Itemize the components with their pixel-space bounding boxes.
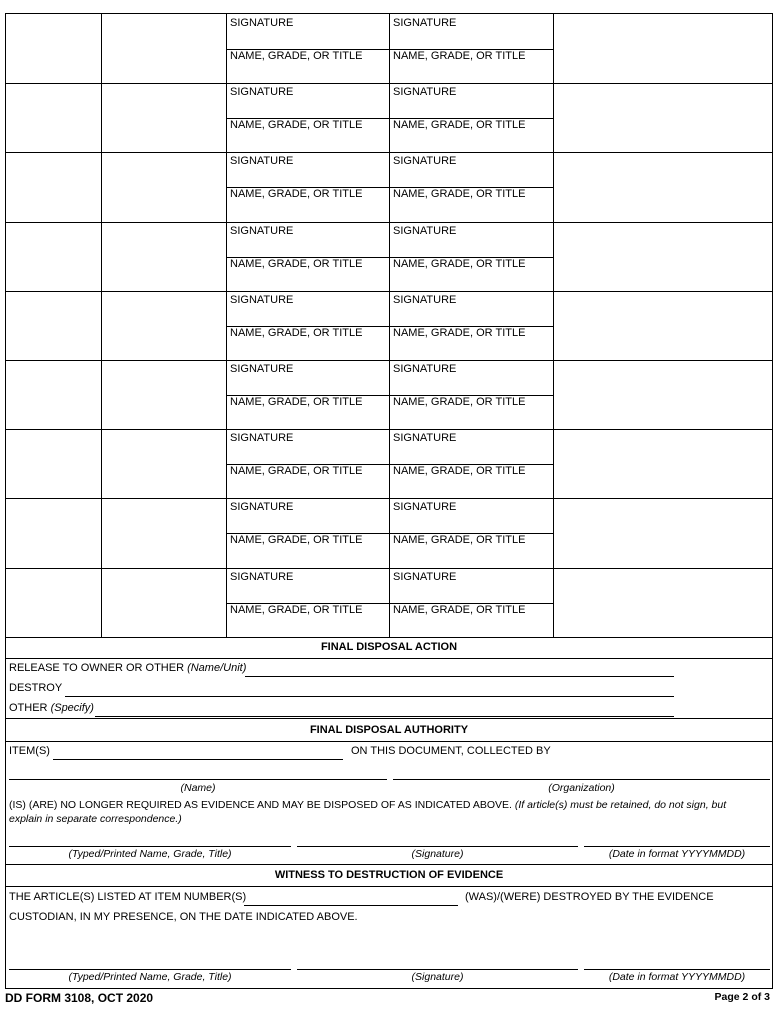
witness-date-field[interactable] xyxy=(584,969,770,970)
collector-organization-field[interactable] xyxy=(393,779,770,780)
date-time-cell[interactable] xyxy=(101,222,226,291)
divider xyxy=(6,718,772,719)
released-by-name-label[interactable]: NAME, GRADE, OR TITLE xyxy=(230,258,363,270)
released-by-signature-label[interactable]: SIGNATURE xyxy=(230,571,294,583)
other-label: OTHER (Specify) xyxy=(9,702,94,714)
release-to-field[interactable] xyxy=(245,676,674,677)
purpose-of-change-cell[interactable] xyxy=(553,291,772,360)
purpose-of-change-cell[interactable] xyxy=(553,152,772,222)
released-by-name-label[interactable]: NAME, GRADE, OR TITLE xyxy=(230,534,363,546)
item-number-cell[interactable] xyxy=(6,152,101,222)
typed-name-caption: (Typed/Printed Name, Grade, Title) xyxy=(68,848,232,860)
released-by-name-label[interactable]: NAME, GRADE, OR TITLE xyxy=(230,50,363,62)
released-by-name-label[interactable]: NAME, GRADE, OR TITLE xyxy=(230,465,363,477)
witness-line1-prefix: THE ARTICLE(S) LISTED AT ITEM NUMBER(S) xyxy=(9,891,247,903)
other-specify-field[interactable] xyxy=(95,716,674,717)
released-by-name-label[interactable]: NAME, GRADE, OR TITLE xyxy=(230,327,363,339)
destroy-field[interactable] xyxy=(65,696,674,697)
received-by-signature-label[interactable]: SIGNATURE xyxy=(393,571,457,583)
item-number-cell[interactable] xyxy=(6,360,101,429)
item-number-cell[interactable] xyxy=(6,291,101,360)
divider xyxy=(6,658,772,659)
received-by-name-label[interactable]: NAME, GRADE, OR TITLE xyxy=(393,119,526,131)
witness-date-caption: (Date in format YYYYMMDD) xyxy=(608,971,746,983)
received-by-name-label[interactable]: NAME, GRADE, OR TITLE xyxy=(393,50,526,62)
disposal-statement: (IS) (ARE) NO LONGER REQUIRED AS EVIDENCE AND MAY BE DISPOSED OF AS INDICATED ABOVE. (If article(s) must be retained, do not sign, but explain in separate correspondence.) xyxy=(9,799,727,825)
divider xyxy=(6,864,772,865)
received-by-name-label[interactable]: NAME, GRADE, OR TITLE xyxy=(393,465,526,477)
date-time-cell[interactable] xyxy=(101,568,226,637)
purpose-of-change-cell[interactable] xyxy=(553,568,772,637)
received-by-signature-label[interactable]: SIGNATURE xyxy=(393,363,457,375)
table-column-divider xyxy=(226,14,227,637)
purpose-of-change-cell[interactable] xyxy=(553,429,772,498)
date-time-cell[interactable] xyxy=(101,14,226,83)
released-by-name-label[interactable]: NAME, GRADE, OR TITLE xyxy=(230,396,363,408)
released-by-signature-label[interactable]: SIGNATURE xyxy=(230,363,294,375)
name-caption: (Name) xyxy=(180,782,216,794)
date-time-cell[interactable] xyxy=(101,152,226,222)
witness-line1-suffix: (WAS)/(WERE) DESTROYED BY THE EVIDENCE xyxy=(465,891,714,903)
received-by-signature-label[interactable]: SIGNATURE xyxy=(393,86,457,98)
divider xyxy=(6,886,772,887)
released-by-signature-label[interactable]: SIGNATURE xyxy=(230,17,294,29)
released-by-signature-label[interactable]: SIGNATURE xyxy=(230,501,294,513)
received-by-name-label[interactable]: NAME, GRADE, OR TITLE xyxy=(393,258,526,270)
witness-typed-name-caption: (Typed/Printed Name, Grade, Title) xyxy=(68,971,232,983)
witness-line2: CUSTODIAN, IN MY PRESENCE, ON THE DATE INDICATED ABOVE. xyxy=(9,911,358,923)
form-id: DD FORM 3108, OCT 2020 xyxy=(5,991,154,1005)
date-time-cell[interactable] xyxy=(101,360,226,429)
received-by-name-label[interactable]: NAME, GRADE, OR TITLE xyxy=(393,396,526,408)
witness-signature-caption: (Signature) xyxy=(411,971,464,983)
item-number-cell[interactable] xyxy=(6,14,101,83)
final-disposal-authority-title: FINAL DISPOSAL AUTHORITY xyxy=(309,724,469,736)
received-by-signature-label[interactable]: SIGNATURE xyxy=(393,225,457,237)
received-by-name-label[interactable]: NAME, GRADE, OR TITLE xyxy=(393,327,526,339)
release-label: RELEASE TO OWNER OR OTHER (Name/Unit) xyxy=(9,662,247,674)
item-number-cell[interactable] xyxy=(6,222,101,291)
released-by-name-label[interactable]: NAME, GRADE, OR TITLE xyxy=(230,604,363,616)
date-time-cell[interactable] xyxy=(101,429,226,498)
received-by-signature-label[interactable]: SIGNATURE xyxy=(393,501,457,513)
received-by-signature-label[interactable]: SIGNATURE xyxy=(393,432,457,444)
date-caption: (Date in format YYYYMMDD) xyxy=(608,848,746,860)
collector-name-field[interactable] xyxy=(9,779,387,780)
released-by-name-label[interactable]: NAME, GRADE, OR TITLE xyxy=(230,119,363,131)
item-number-cell[interactable] xyxy=(6,568,101,637)
authority-signature-field[interactable] xyxy=(297,846,578,847)
received-by-name-label[interactable]: NAME, GRADE, OR TITLE xyxy=(393,604,526,616)
item-number-cell[interactable] xyxy=(6,429,101,498)
purpose-of-change-cell[interactable] xyxy=(553,222,772,291)
date-time-cell[interactable] xyxy=(101,291,226,360)
items-label: ITEM(S) xyxy=(9,745,50,757)
released-by-signature-label[interactable]: SIGNATURE xyxy=(230,155,294,167)
item-numbers-field[interactable] xyxy=(244,905,458,906)
final-disposal-action-title: FINAL DISPOSAL ACTION xyxy=(320,641,458,653)
released-by-signature-label[interactable]: SIGNATURE xyxy=(230,225,294,237)
table-column-divider xyxy=(553,14,554,637)
released-by-name-label[interactable]: NAME, GRADE, OR TITLE xyxy=(230,188,363,200)
evidence-custody-form xyxy=(5,13,773,989)
signature-caption: (Signature) xyxy=(411,848,464,860)
received-by-name-label[interactable]: NAME, GRADE, OR TITLE xyxy=(393,188,526,200)
received-by-signature-label[interactable]: SIGNATURE xyxy=(393,155,457,167)
received-by-signature-label[interactable]: SIGNATURE xyxy=(393,294,457,306)
collected-by-label: ON THIS DOCUMENT, COLLECTED BY xyxy=(351,745,551,757)
released-by-signature-label[interactable]: SIGNATURE xyxy=(230,294,294,306)
organization-caption: (Organization) xyxy=(548,782,615,794)
item-number-cell[interactable] xyxy=(6,83,101,152)
date-time-cell[interactable] xyxy=(101,498,226,568)
released-by-signature-label[interactable]: SIGNATURE xyxy=(230,86,294,98)
table-column-divider xyxy=(101,14,102,637)
released-by-signature-label[interactable]: SIGNATURE xyxy=(230,432,294,444)
witness-signature-field[interactable] xyxy=(297,969,578,970)
table-column-divider xyxy=(389,14,390,637)
item-number-cell[interactable] xyxy=(6,498,101,568)
purpose-of-change-cell[interactable] xyxy=(553,83,772,152)
destroy-label: DESTROY xyxy=(9,682,63,694)
witness-typed-name-field[interactable] xyxy=(9,969,291,970)
authority-date-field[interactable] xyxy=(584,846,770,847)
date-time-cell[interactable] xyxy=(101,83,226,152)
purpose-of-change-cell[interactable] xyxy=(553,14,772,83)
divider xyxy=(6,741,772,742)
purpose-of-change-cell[interactable] xyxy=(553,360,772,429)
purpose-of-change-cell[interactable] xyxy=(553,498,772,568)
received-by-name-label[interactable]: NAME, GRADE, OR TITLE xyxy=(393,534,526,546)
witness-title: WITNESS TO DESTRUCTION OF EVIDENCE xyxy=(274,869,504,881)
table-row-divider xyxy=(6,637,772,638)
authority-typed-name-field[interactable] xyxy=(9,846,291,847)
received-by-signature-label[interactable]: SIGNATURE xyxy=(393,17,457,29)
page-number: Page 2 of 3 xyxy=(714,991,770,1003)
items-field[interactable] xyxy=(53,759,343,760)
